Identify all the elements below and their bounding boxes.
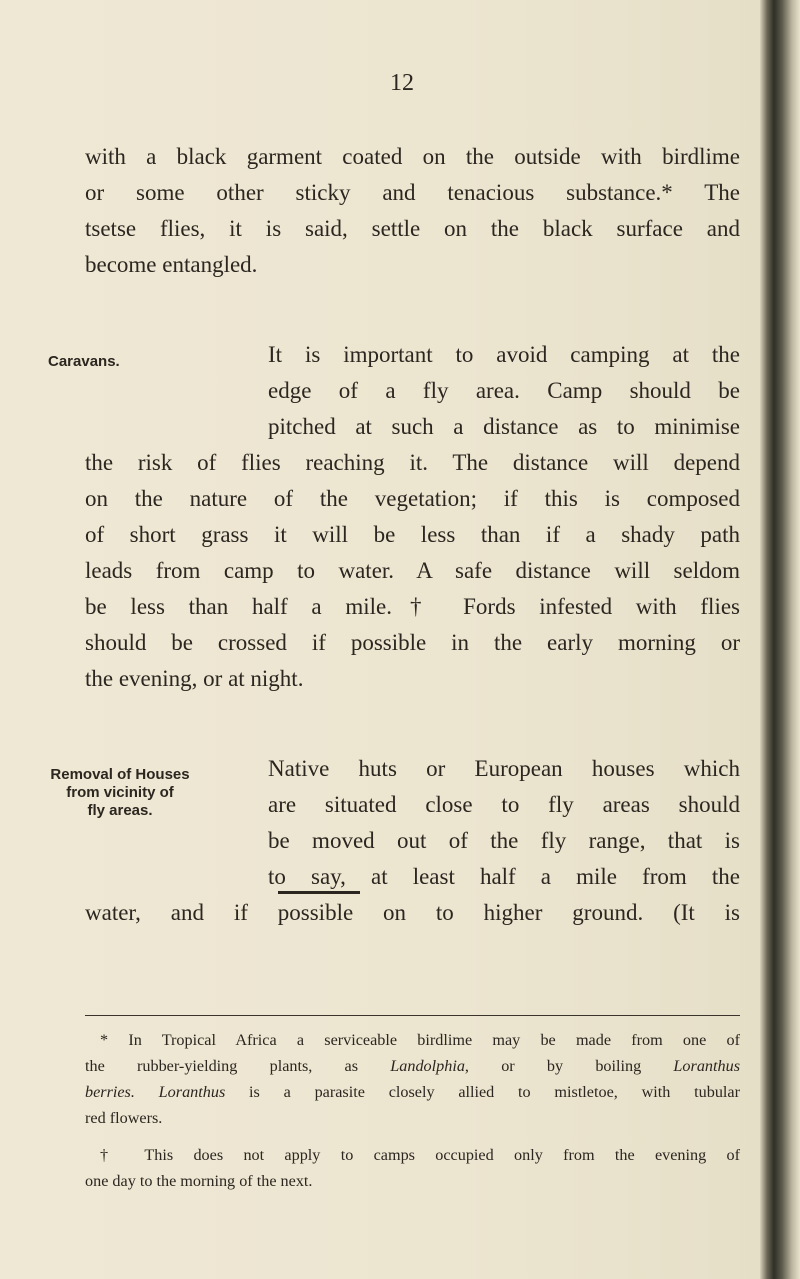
footnote-text: is a parasite closely allied to mistletoe, with tubular <box>225 1083 741 1101</box>
paragraph-3-line: are situated close to fly areas should <box>268 792 740 817</box>
paragraph-2-line: of short grass it will be less than if a shady path <box>85 522 740 547</box>
paragraph-3-line: Native huts or European houses which <box>268 756 740 781</box>
page-binding-edge <box>760 0 800 1279</box>
footnote-rule <box>85 1015 740 1016</box>
footnote-2-line: † This does not apply to camps occupied only from the evening of <box>100 1146 740 1164</box>
sidenote-removal-of-houses <box>45 766 195 820</box>
footnote-1-line: red flowers. <box>85 1109 163 1127</box>
footnote-italic-term: Loranthus <box>673 1057 740 1075</box>
paragraph-1-line: or some other sticky and tenacious substance.* The <box>85 180 740 205</box>
sidenote-line: Removal of Houses <box>50 766 190 783</box>
paragraph-2-line: edge of a fly area. Camp should be <box>268 378 740 403</box>
page-number: 12 <box>390 70 414 96</box>
footnote-text: the rubber-yielding plants, as <box>85 1057 391 1075</box>
paragraph-3-line: be moved out of the fly range, that is <box>268 828 740 853</box>
paragraph-1-line: become entangled. <box>85 252 258 277</box>
paragraph-2-line: the risk of flies reaching it. The distance will depend <box>85 450 740 475</box>
paragraph-3-line: water, and if possible on to higher ground. (It is <box>85 900 740 925</box>
paragraph-2-line: pitched at such a distance as to minimise <box>268 414 740 439</box>
paragraph-2-line: be less than half a mile.† Fords infested with flies <box>85 594 740 619</box>
underline-mark <box>278 891 360 894</box>
footnote-1-line <box>85 1057 740 1076</box>
paragraph-3-line: to say, at least half a mile from the <box>268 864 740 889</box>
paragraph-1-line: with a black garment coated on the outside with birdlime <box>85 144 740 169</box>
sidenote-line: fly areas. <box>87 802 153 819</box>
footnote-text: , or by boiling <box>464 1057 674 1075</box>
paragraph-2-line: should be crossed if possible in the early morning or <box>85 630 740 655</box>
sidenote-line: from vicinity of <box>66 784 174 801</box>
footnote-1-line: * In Tropical Africa a serviceable birdlime may be made from one of <box>100 1031 740 1049</box>
paragraph-2-line: the evening, or at night. <box>85 666 304 691</box>
footnote-2-line: one day to the morning of the next. <box>85 1172 313 1190</box>
footnote-italic-term: Landolphia <box>390 1057 465 1075</box>
paragraph-1-line: tsetse flies, it is said, settle on the black surface and <box>85 216 740 241</box>
sidenote-caravans: Caravans. <box>48 353 120 370</box>
footnote-1-line <box>85 1083 740 1102</box>
paragraph-2-line: on the nature of the vegetation; if this is composed <box>85 486 740 511</box>
paragraph-2-line: It is important to avoid camping at the <box>268 342 740 367</box>
footnote-italic-term: berries. Loranthus <box>85 1083 226 1101</box>
paragraph-2-line: leads from camp to water. A safe distance will seldom <box>85 558 740 583</box>
